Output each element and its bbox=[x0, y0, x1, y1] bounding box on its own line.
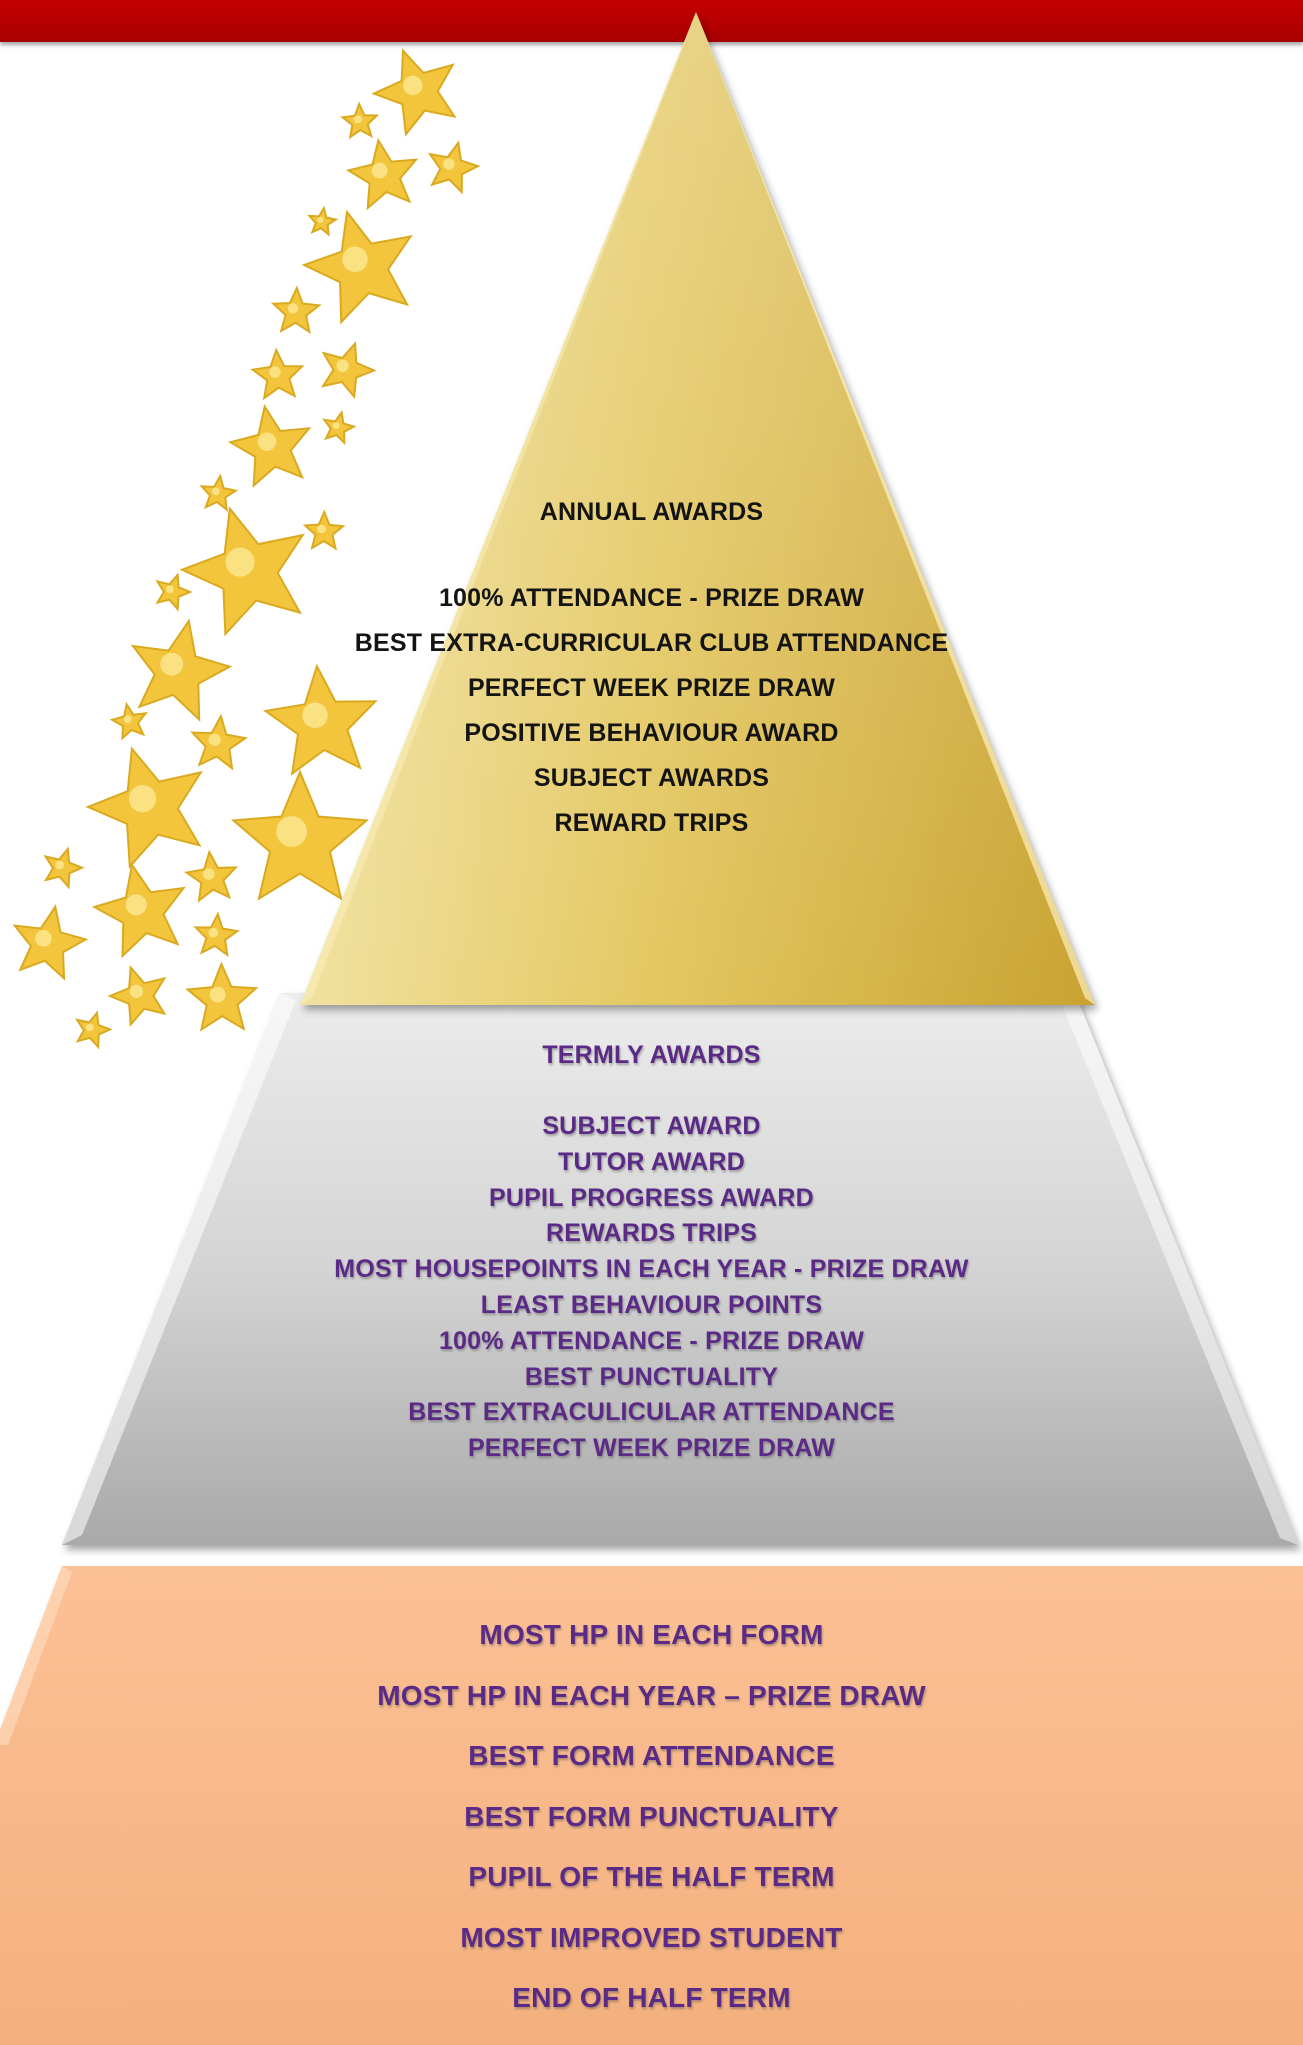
termly-awards-text bbox=[0, 1037, 1303, 1467]
star-icon bbox=[324, 412, 354, 442]
star-highlight bbox=[342, 247, 368, 273]
annual-awards-text bbox=[0, 492, 1303, 846]
halfterm-item: PUPIL OF THE HALF TERM bbox=[468, 1861, 835, 1892]
star-highlight bbox=[203, 868, 214, 879]
termly-item: PUPIL PROGRESS AWARD bbox=[489, 1183, 814, 1212]
star-highlight bbox=[258, 432, 276, 450]
termly-item: TUTOR AWARD bbox=[558, 1147, 745, 1176]
termly-item: SUBJECT AWARD bbox=[542, 1112, 761, 1140]
star-icon bbox=[323, 344, 374, 397]
termly-item: BEST EXTRACULICULAR ATTENDANCE bbox=[408, 1398, 895, 1427]
star-highlight bbox=[55, 861, 64, 870]
termly-item: MOST HOUSEPOINTS IN EACH YEAR - PRIZE DRAW bbox=[334, 1255, 969, 1284]
termly-item: BEST PUNCTUALITY bbox=[524, 1362, 779, 1391]
halfterm-item: MOST HP IN EACH FORM bbox=[479, 1619, 824, 1650]
star-highlight bbox=[126, 894, 147, 915]
star-highlight bbox=[336, 360, 348, 372]
star-highlight bbox=[372, 163, 388, 179]
star-highlight bbox=[333, 422, 340, 429]
star-highlight bbox=[209, 928, 219, 938]
star-icon bbox=[46, 849, 82, 887]
star-highlight bbox=[354, 115, 362, 123]
termly-item: PERFECT WEEK PRIZE DRAW bbox=[467, 1434, 836, 1463]
star-highlight bbox=[210, 987, 226, 1003]
annual-item: SUBJECT AWARDS bbox=[533, 764, 770, 792]
halfterm-item: MOST HP IN EACH YEAR – PRIZE DRAW bbox=[377, 1679, 926, 1711]
termly-item: LEAST BEHAVIOUR POINTS bbox=[480, 1290, 823, 1319]
star-icon bbox=[430, 143, 478, 192]
halfterm-item: MOST IMPROVED STUDENT bbox=[460, 1921, 843, 1953]
termly-heading: TERMLY AWARDS bbox=[542, 1041, 761, 1069]
annual-item: PERFECT WEEK PRIZE DRAW bbox=[467, 674, 836, 702]
termly-item: REWARDS TRIPS bbox=[546, 1219, 757, 1248]
annual-heading: ANNUAL AWARDS bbox=[539, 498, 764, 526]
annual-item: BEST EXTRA-CURRICULAR CLUB ATTENDANCE bbox=[354, 629, 949, 657]
halfterm-item: END OF HALF TERM bbox=[512, 1982, 791, 2013]
annual-item: 100% ATTENDANCE - PRIZE DRAW bbox=[438, 584, 865, 612]
star-highlight bbox=[317, 217, 323, 223]
star-highlight bbox=[288, 303, 299, 314]
halfterm-item: BEST FORM ATTENDANCE bbox=[468, 1740, 835, 1771]
halfterm-item: BEST FORM PUNCTUALITY bbox=[464, 1800, 839, 1832]
star-highlight bbox=[403, 76, 422, 95]
termly-item: 100% ATTENDANCE - PRIZE DRAW bbox=[438, 1326, 865, 1355]
star-highlight bbox=[269, 366, 280, 377]
halfterm-awards-text bbox=[0, 1605, 1303, 2029]
annual-item: POSITIVE BEHAVIOUR AWARD bbox=[464, 719, 839, 747]
star-highlight bbox=[86, 1023, 94, 1031]
star-highlight bbox=[443, 158, 454, 169]
star-highlight bbox=[130, 985, 143, 998]
annual-item: REWARD TRIPS bbox=[554, 809, 749, 837]
star-highlight bbox=[35, 930, 52, 947]
